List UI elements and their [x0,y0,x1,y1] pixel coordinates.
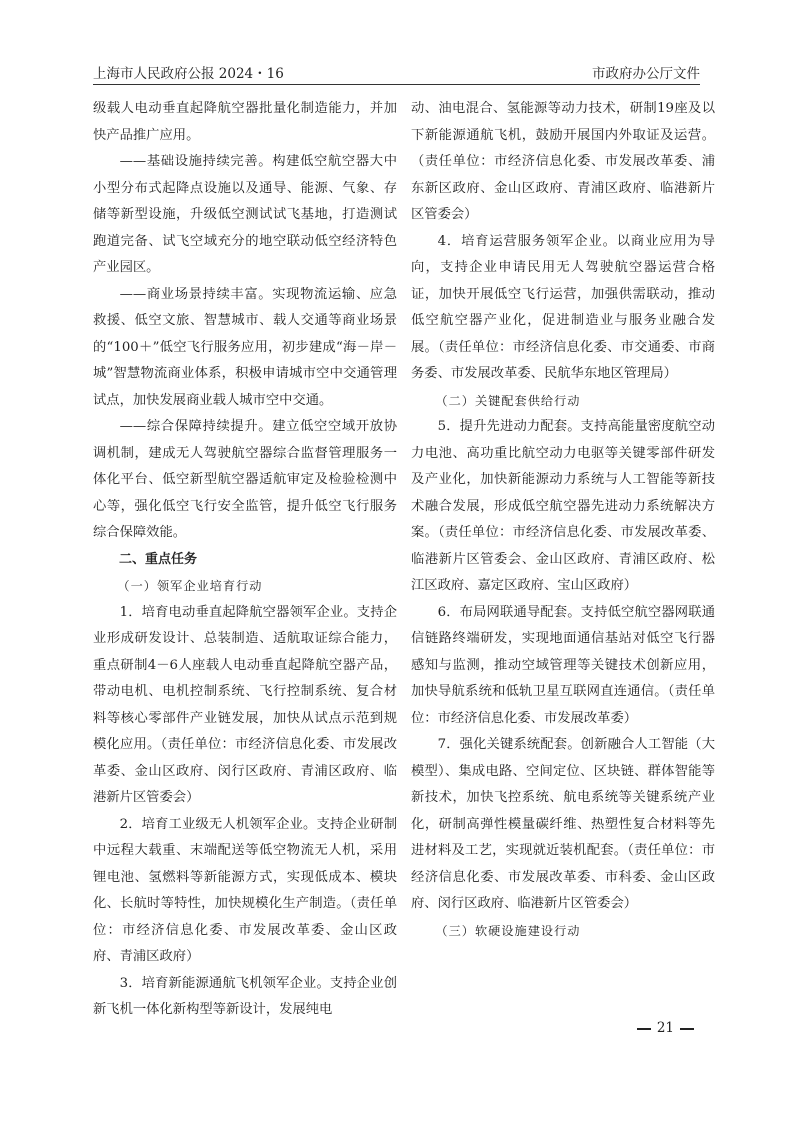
paragraph: 7．强化关键系统配套。创新融合人工智能（大模型）、集成电路、空间定位、区块链、群体智能等新技术，加快飞控系统、航电系统等关键系统产业化，研制高弹性模量碳纤维、热塑性复合材料等先进材料及工艺，实现就近装机配套。（责任单位：市经济信息化委、市发展改革委、市科委、金山区政府、闵行区政府、临港新片区管委会） [411,737,715,911]
paragraph: 2．培育工业级无人机领军企业。支持企业研制中远程大载重、末端配送等低空物流无人机，采用锂电池、氢燃料等新能源方式，实现低成本、模块化、长航时等特性，加快规模化生产制造。（责任单位：市经济信息化委、市发展改革委、金山区政府、青浦区政府） [93,816,397,964]
paragraph: ——商业场景持续丰富。实现物流运输、应急救援、低空文旅、智慧城市、载人交通等商业场景的“100＋”低空飞行服务应用，初步建成“海－岸－城”智慧物流商业体系，积极申请城市空中交通管理试点，加快发展商业载人城市空中交通。 [93,286,397,408]
paragraph: 4．培育运营服务领军企业。以商业应用为导向，支持企业申请民用无人驾驶航空器运营合格证，加快开展低空飞行运营，加强供需联动，推动低空航空器产业化，促进制造业与服务业融合发展。（责任单位：市经济信息化委、市交通委、市商务委、市发展改革委、民航华东地区管理局） [411,233,715,381]
page-header [93,58,700,85]
paragraph: 级载人电动垂直起降航空器批量化制造能力，并加快产品推广应用。 [93,101,397,143]
paragraph: 动、油电混合、氢能源等动力技术，研制19座及以下新能源通航飞机，鼓励开展国内外取证及运营。（责任单位：市经济信息化委、市发展改革委、浦东新区政府、金山区政府、青浦区政府、临港新片区管委会） [411,101,715,222]
paragraph: ——基础设施持续完善。构建低空航空器大中小型分布式起降点设施以及通导、能源、气象、存储等新型设施，升级低空测试试飞基地，打造测试跑道完备、试飞空域充分的地空联动低空经济特色产业园区。 [93,154,397,275]
paragraph: 5．提升先进动力配套。支持高能量密度航空动力电池、高功重比航空动力电驱等关键零部件研发及产业化，加快新能源动力系统与人工智能等新技术融合发展，形成低空航空器先进动力系统解决方案。（责任单位：市经济信息化委、市发展改革委、临港新片区管委会、金山区政府、青浦区政府、松江区政府、嘉定区政府、宝山区政府） [411,419,715,593]
section-heading: 二、重点任务 [119,551,198,567]
subsection-heading: （二）关键配套供给行动 [435,393,581,408]
subsection-heading: （一）领军企业培育行动 [117,579,263,593]
dash-decoration [637,1028,651,1030]
dash-decoration [680,1028,694,1030]
left-column [93,96,397,1024]
paragraph: 3．培育新能源通航飞机领军企业。支持企业创新飞机一体化新构型等新设计，发展纯电 [93,975,397,1017]
subsection-heading: （三）软硬设施建设行动 [435,923,581,938]
document-category: 市政府办公厅文件 [592,66,700,82]
paragraph: ——综合保障持续提升。建立低空空域开放协调机制，建成无人驾驶航空器综合监督管理服务一体化平台、低空新型航空器适航审定及检验检测中心等，强化低空飞行安全监管，提升低空飞行服务综合保障效能。 [93,419,397,540]
page-footer [631,1020,700,1036]
right-column [411,96,715,944]
paragraph: 6．布局网联通导配套。支持低空航空器网联通信链路终端研发，实现地面通信基站对低空飞行器感知与监测，推动空域管理等关键技术创新应用，加快导航系统和低轨卫星互联网直连通信。（责任单位：市经济信息化委、市发展改革委） [411,604,715,726]
paragraph: 1．培育电动垂直起降航空器领军企业。支持企业形成研发设计、总装制造、适航取证综合能力，重点研制4－6人座载人电动垂直起降航空器产品，带动电机、电机控制系统、飞行控制系统、复合材料等核心零部件产业链发展，加快从试点示范到规模化应用。（责任单位：市经济信息化委、市发展改革委、金山区政府、闵行区政府、青浦区政府、临港新片区管委会） [93,604,397,805]
publication-title: 上海市人民政府公报 2024・16 [93,66,284,82]
page-number: 21 [656,1020,674,1036]
